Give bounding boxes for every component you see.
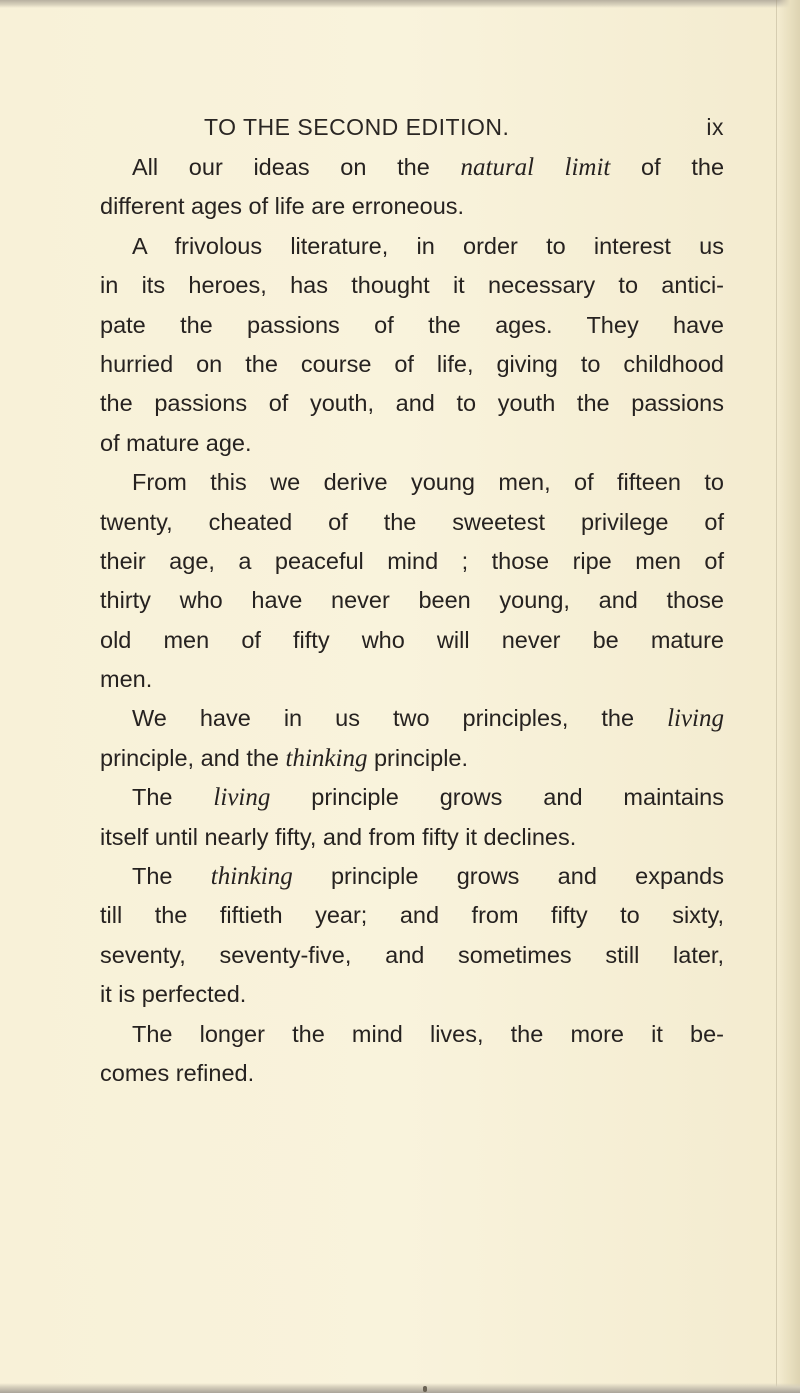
italic-term: thinking [285, 744, 368, 772]
italic-term: thinking [210, 863, 293, 891]
running-head-title: TO THE SECOND EDITION. [204, 114, 510, 140]
text-line: in its heroes, has thought it necessary to antici- [100, 272, 724, 299]
text-line: comes refined. [100, 1059, 255, 1086]
text-line: The thinking principle grows and expands [132, 863, 724, 891]
italic-term: natural limit [460, 154, 611, 181]
text-line: itself until nearly fifty, and from fifty it declines. [100, 823, 577, 850]
text-line: seventy, seventy-five, and sometimes still later, [100, 941, 724, 968]
page-top-edge [0, 0, 800, 8]
text-line: hurried on the course of life, giving to childhood [100, 350, 724, 377]
page-right-edge [778, 0, 800, 1393]
text-line: thirty who have never been young, and those [100, 587, 724, 614]
text-line: men. [100, 666, 153, 693]
text-line: different ages of life are erroneous. [100, 193, 465, 220]
text-line: twenty, cheated of the sweetest privilege of [100, 508, 724, 535]
text-line: old men of fifty who will never be mature [100, 626, 724, 653]
text-line: their age, a peaceful mind ; those ripe men of [100, 547, 724, 574]
page-fold-line [776, 0, 777, 1393]
text-line: A frivolous literature, in order to interest us [132, 232, 724, 259]
text-line: it is perfected. [100, 981, 247, 1008]
text-line: till the fiftieth year; and from fifty to sixty, [100, 902, 724, 929]
text-line: the passions of youth, and to youth the passions [100, 390, 724, 417]
text-line: From this we derive young men, of fifteen to [132, 469, 724, 496]
page-bottom-edge [0, 1383, 800, 1393]
page-number: ix [706, 114, 724, 140]
running-head [204, 114, 724, 141]
text-line: The longer the mind lives, the more it be- [132, 1020, 724, 1047]
ink-speck [423, 1386, 427, 1392]
text-line: The living principle grows and maintains [132, 784, 724, 812]
text-line: principle, and the thinking principle. [100, 744, 469, 772]
italic-term: living [667, 705, 724, 733]
italic-term: living [213, 784, 271, 812]
text-line: All our ideas on the natural limit of the [132, 154, 725, 181]
text-line: We have in us two principles, the living [132, 705, 724, 733]
body-text [100, 148, 724, 1093]
text-line: of mature age. [100, 429, 252, 456]
text-line: pate the passions of the ages. They have [100, 311, 724, 338]
